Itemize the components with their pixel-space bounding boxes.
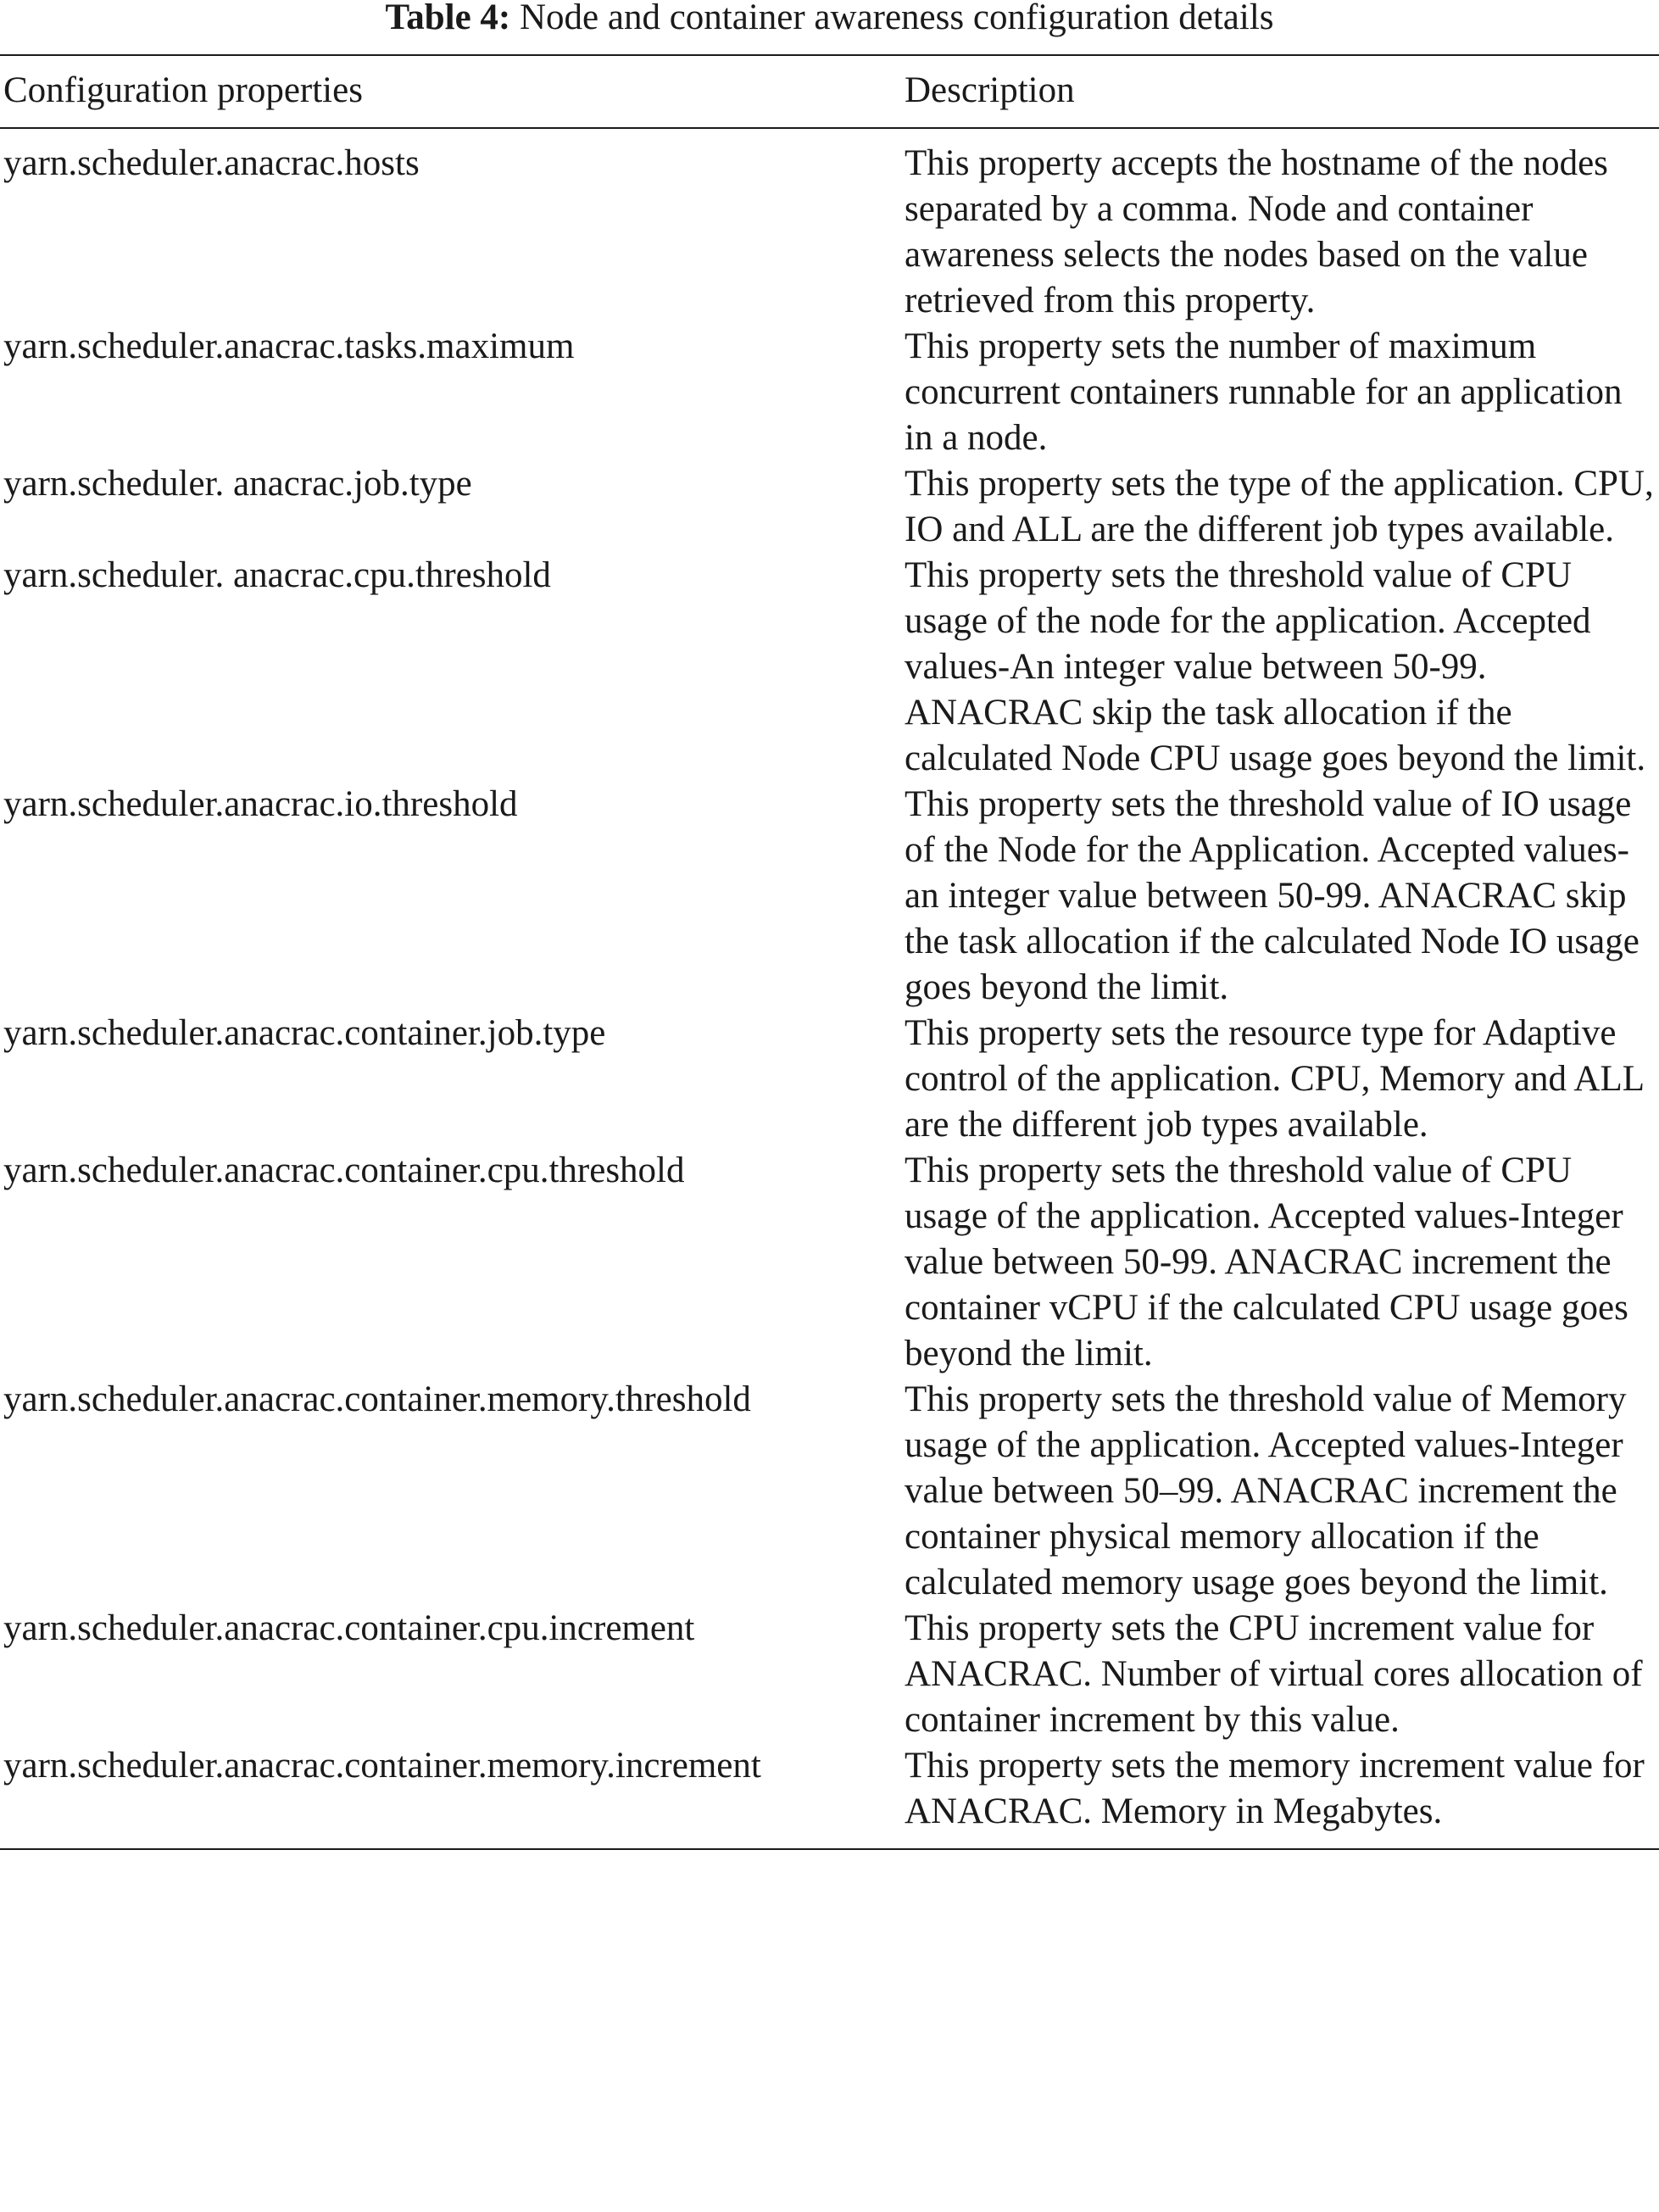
- table-row: [0, 1011, 1659, 1148]
- table-row: [0, 461, 1659, 553]
- property-name: yarn.scheduler.anacrac.tasks.maximum: [3, 326, 575, 366]
- table-row: [0, 782, 1659, 1011]
- table-header-row: [0, 55, 1659, 128]
- property-description: This property sets the type of the application. CPU, IO and ALL are the different job types available.: [905, 464, 1654, 549]
- property-name: yarn.scheduler.anacrac.container.memory.increment: [3, 1746, 761, 1786]
- header-description: Description: [905, 70, 1075, 110]
- table-caption: [0, 0, 1659, 41]
- property-name: yarn.scheduler.anacrac.container.cpu.threshold: [3, 1151, 685, 1190]
- table-row: [0, 553, 1659, 782]
- property-description: This property sets the CPU increment value for ANACRAC. Number of virtual cores allocation of container increment by this value.: [905, 1608, 1643, 1740]
- property-name: yarn.scheduler.anacrac.io.threshold: [3, 784, 518, 824]
- property-name: yarn.scheduler. anacrac.cpu.threshold: [3, 555, 551, 595]
- property-description: This property sets the threshold value of Memory usage of the application. Accepted values-Integer value between 50–99. ANACRAC increment the container physical memory allocation if the calculated memory usage goes beyond the limit.: [905, 1379, 1627, 1602]
- property-name: yarn.scheduler.anacrac.container.cpu.increment: [3, 1608, 695, 1648]
- property-description: This property accepts the hostname of the nodes separated by a comma. Node and container awareness selects the nodes based on the value retrieved from this property.: [905, 143, 1608, 320]
- property-description: This property sets the number of maximum concurrent containers runnable for an application in a node.: [905, 326, 1623, 458]
- property-description: This property sets the threshold value of IO usage of the Node for the Application. Accepted values-an integer value between 50-99. ANACRAC skip the task allocation if the calculated Node IO usage goes beyond the limit.: [905, 784, 1640, 1007]
- property-description: This property sets the resource type for Adaptive control of the application. CPU, Memory and ALL are the different job types available.: [905, 1013, 1644, 1145]
- table-caption-label: Table 4:: [385, 0, 511, 37]
- configuration-table: [0, 54, 1659, 1850]
- table-row: [0, 1743, 1659, 1849]
- table-row: [0, 1148, 1659, 1377]
- property-name: yarn.scheduler.anacrac.container.job.type: [3, 1013, 606, 1053]
- property-description: This property sets the threshold value of CPU usage of the node for the application. Accepted values-An integer value between 50-99. ANACRAC skip the task allocation if the calculated Node CPU usage goes beyond the limit.: [905, 555, 1646, 778]
- table-row: [0, 1606, 1659, 1743]
- header-configuration-properties: Configuration properties: [3, 70, 363, 110]
- property-name: yarn.scheduler.anacrac.hosts: [3, 143, 420, 183]
- property-description: This property sets the threshold value of CPU usage of the application. Accepted values-Integer value between 50-99. ANACRAC increment the container vCPU if the calculated CPU usage goes beyond the limit.: [905, 1151, 1628, 1373]
- table-caption-text: Node and container awareness configuration details: [519, 0, 1274, 37]
- table-row: [0, 324, 1659, 461]
- property-name: yarn.scheduler.anacrac.container.memory.threshold: [3, 1379, 751, 1419]
- property-description: This property sets the memory increment value for ANACRAC. Memory in Megabytes.: [905, 1746, 1645, 1831]
- table-row: [0, 128, 1659, 324]
- property-name: yarn.scheduler. anacrac.job.type: [3, 464, 472, 504]
- table-row: [0, 1377, 1659, 1606]
